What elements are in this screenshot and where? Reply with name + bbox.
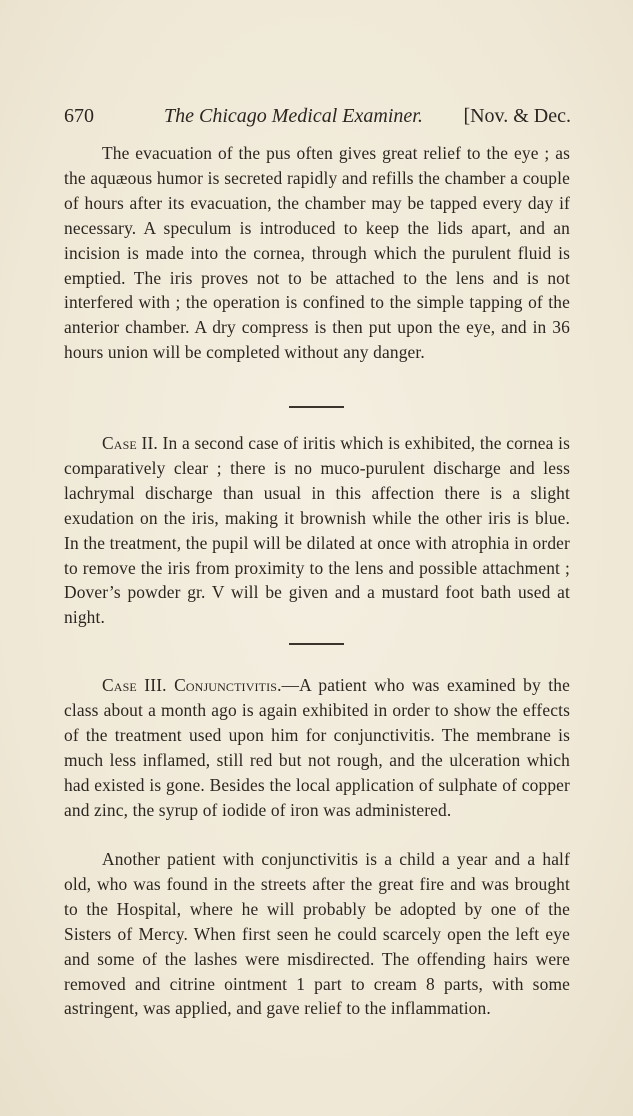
section-divider — [289, 643, 344, 645]
paragraph-evacuation — [64, 141, 570, 365]
paragraph-text: The evacuation of the pus often gives great relief to the eye ; as the aquæous humor is secreted rapidly and refills the chamber a couple of hours after its evacuation, the chamber may be tapped every day if necessary. A speculum is introduced to keep the lids apart, and an incision is made into the cornea, through which the purulent fluid is emptied. The iris proves not to be attached to the lens and is not interfered with ; the operation is confined to the simple tapping of the anterior chamber. A dry compress is then put upon the eye, and in 36 hours union will be completed without any danger. — [64, 143, 570, 363]
case-heading: Case II. — [102, 433, 158, 453]
case-heading: Case III. — [102, 675, 167, 695]
case-two-section — [64, 431, 570, 630]
running-header — [64, 103, 571, 129]
journal-title: The Chicago Medical Examiner. — [164, 105, 423, 127]
section-divider — [289, 406, 344, 408]
paragraph-child-patient — [64, 847, 570, 1021]
issue-label: [Nov. & Dec. — [463, 105, 571, 127]
page-number: 670 — [64, 105, 94, 127]
case-subject: Conjunctivitis. — [174, 675, 282, 695]
paragraph-text: Another patient with conjunctivitis is a child a year and a half old, who was found in the streets after the great fire and was brought to the Hospital, where he will probably be adopted by one of the Sisters of Mercy. When first seen he could scarcely open the left eye and some of the lashes were misdirected. The offending hairs were removed and citrine ointment 1 part to cream 8 parts, with some astringent, was applied, and gave relief to the inflammation. — [64, 849, 570, 1019]
case-text: In a second case of iritis which is exhibited, the cornea is comparatively clear ; there is no muco-purulent discharge and less lachrymal discharge than usual in this affection there is a slight exudation on the iris, making it brownish while the other iris is blue. In the treatment, the pupil will be dilated at once with atrophia in order to remove the iris from proximity to the lens and possible attachment ; Dover’s powder gr. V will be given and a mustard foot bath used at night. — [64, 433, 570, 628]
case-three-section — [64, 673, 570, 822]
case-text: —A patient who was examined by the class about a month ago is again exhibited in order to show the effects of the treatment used upon him for conjunctivitis. The membrane is much less inflamed, still red but not rough, and the ulceration which had existed is gone. Besides the local application of sulphate of copper and zinc, the syrup of iodide of iron was administered. — [64, 675, 571, 820]
